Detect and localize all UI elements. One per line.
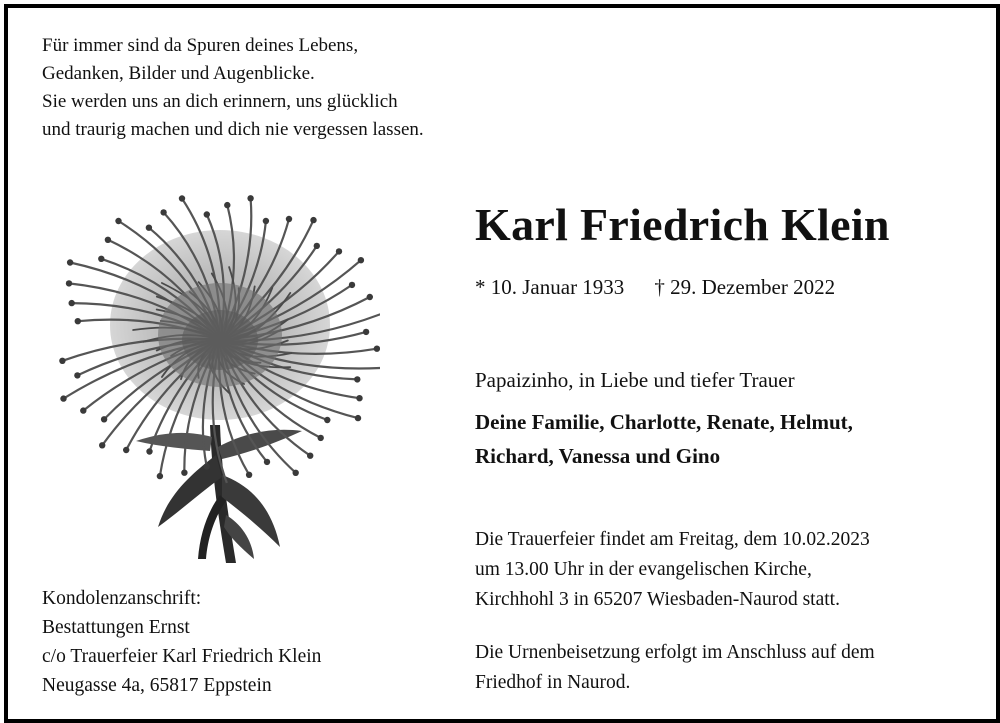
protea-flower-image [40, 155, 380, 575]
flower-spike-tip [67, 259, 73, 265]
flower-spike-tip [264, 459, 270, 465]
ceremony-line: um 13.00 Uhr in der evangelischen Kirche, [475, 559, 812, 580]
flower-spike-tip [59, 358, 65, 364]
flower-spike-tip [98, 256, 104, 262]
flower-spike-tip [204, 211, 210, 217]
flower-spike-tip [80, 407, 86, 413]
life-dates [475, 275, 835, 300]
poem-line: Sie werden uns an dich erinnern, uns glücklich [42, 91, 398, 112]
flower-spike-tip [307, 453, 313, 459]
mourning-intro: Papaizinho, in Liebe und tiefer Trauer [475, 368, 795, 392]
flower-spike-tip [69, 300, 75, 306]
flower-spike-tip [374, 346, 380, 352]
flower-spike-tip [105, 237, 111, 243]
flower-spike-tip [358, 257, 364, 263]
flower-spike-tip [123, 447, 129, 453]
flower-spike-tip [318, 435, 324, 441]
flower-spike-tip [60, 395, 66, 401]
flower-spike-tip [324, 417, 330, 423]
birth-date: * 10. Januar 1933 [475, 275, 625, 299]
flower-spike-tip [179, 195, 185, 201]
urn-line: Friedhof in Naurod. [475, 672, 631, 693]
flower-spike-tip [224, 202, 230, 208]
urn-line: Die Urnenbeisetzung erfolgt im Anschluss auf dem [475, 642, 875, 663]
address-line: Bestattungen Ernst [42, 617, 190, 638]
flower-spike-tip [356, 395, 362, 401]
flower-spike-tip [74, 372, 80, 378]
flower-spike-tip [115, 218, 121, 224]
address-line: Neugasse 4a, 65817 Eppstein [42, 675, 272, 696]
flower-spike-tip [225, 483, 231, 489]
poem-line: und traurig machen und dich nie vergessen lassen. [42, 119, 424, 140]
flower-spike-tip [204, 463, 210, 469]
flower-spike-tip [157, 473, 163, 479]
flower-spike-tip [293, 470, 299, 476]
ceremony-line: Kirchhohl 3 in 65207 Wiesbaden-Naurod statt. [475, 589, 840, 610]
poem-line: Für immer sind da Spuren deines Lebens, [42, 35, 359, 56]
flower-spike-tip [160, 209, 166, 215]
deceased-name: Karl Friedrich Klein [475, 199, 890, 250]
flower-spike-tip [355, 415, 361, 421]
flower-spike-tip [314, 243, 320, 249]
flower-spike-tip [181, 470, 187, 476]
flower-spike-tip [286, 216, 292, 222]
flower-spike-tip [310, 217, 316, 223]
flower-spike-tip [101, 416, 107, 422]
ceremony-info [475, 525, 870, 615]
stem [136, 425, 302, 563]
flower-spike-tip [263, 218, 269, 224]
flower-spike-tip [75, 318, 81, 324]
flower-spike-tip [367, 294, 373, 300]
flower-spike-tip [246, 472, 252, 478]
flower-spike-tip [247, 195, 253, 201]
address-line: c/o Trauerfeier Karl Friedrich Klein [42, 646, 322, 667]
flower-spike-tip [349, 282, 355, 288]
condolence-address [42, 584, 321, 700]
flower-spike-tip [336, 248, 342, 254]
flower-spike-tip [354, 376, 360, 382]
mourners-line: Richard, Vanessa und Gino [475, 444, 721, 468]
flower-spike-tip [99, 442, 105, 448]
death-date: † 29. Dezember 2022 [654, 275, 836, 299]
ceremony-line: Die Trauerfeier findet am Freitag, dem 10.02.2023 [475, 529, 870, 550]
poem [42, 32, 424, 144]
flower-spike-tip [146, 448, 152, 454]
mourners-list [475, 405, 853, 473]
flower-spike-tip [146, 225, 152, 231]
urn-burial-info [475, 638, 875, 698]
poem-line: Gedanken, Bilder und Augenblicke. [42, 63, 315, 84]
flower-spike-tip [363, 329, 369, 335]
flower-spike-tip [66, 280, 72, 286]
mourners-line: Deine Familie, Charlotte, Renate, Helmut, [475, 410, 853, 434]
address-line: Kondolenzanschrift: [42, 588, 202, 609]
